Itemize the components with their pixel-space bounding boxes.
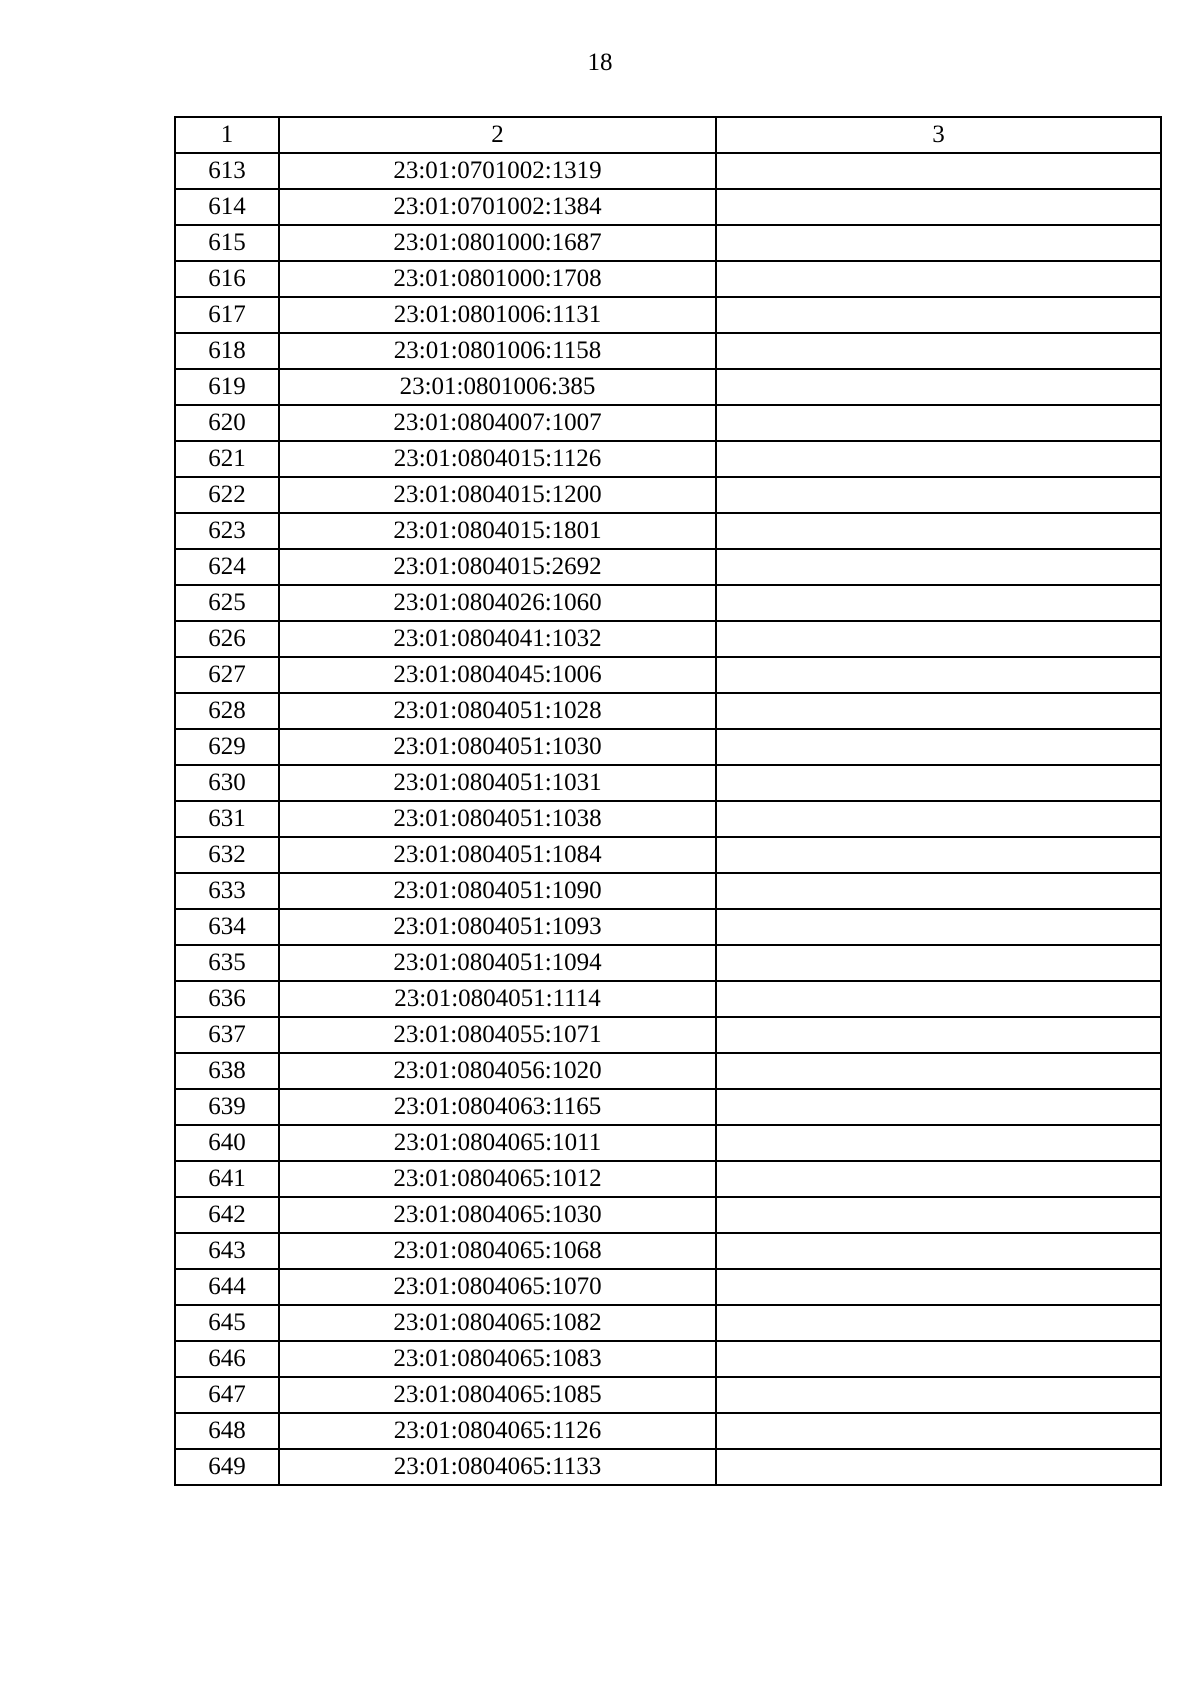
empty-cell (716, 513, 1161, 549)
table-row (175, 477, 1161, 513)
empty-cell (716, 1305, 1161, 1341)
empty-cell (716, 621, 1161, 657)
row-number-cell: 642 (175, 1197, 279, 1233)
cadastral-number-cell: 23:01:0804065:1030 (279, 1197, 716, 1233)
empty-cell (716, 1161, 1161, 1197)
empty-cell (716, 333, 1161, 369)
empty-cell (716, 801, 1161, 837)
row-number-cell: 634 (175, 909, 279, 945)
empty-cell (716, 1233, 1161, 1269)
cadastral-number-cell: 23:01:0804065:1070 (279, 1269, 716, 1305)
cadastral-number-cell: 23:01:0804065:1068 (279, 1233, 716, 1269)
empty-cell (716, 1413, 1161, 1449)
row-number-cell: 632 (175, 837, 279, 873)
empty-cell (716, 549, 1161, 585)
empty-cell (716, 189, 1161, 225)
row-number-cell: 622 (175, 477, 279, 513)
row-number-cell: 618 (175, 333, 279, 369)
cadastral-number-cell: 23:01:0801006:385 (279, 369, 716, 405)
table-row (175, 657, 1161, 693)
row-number-cell: 626 (175, 621, 279, 657)
empty-cell (716, 945, 1161, 981)
table-row (175, 693, 1161, 729)
page-number: 18 (587, 49, 613, 76)
table-row (175, 621, 1161, 657)
row-number-cell: 620 (175, 405, 279, 441)
row-number-cell: 648 (175, 1413, 279, 1449)
cadastral-number-cell: 23:01:0801006:1131 (279, 297, 716, 333)
table-row (175, 1269, 1161, 1305)
row-number-cell: 630 (175, 765, 279, 801)
row-number-cell: 625 (175, 585, 279, 621)
row-number-cell: 624 (175, 549, 279, 585)
cadastral-number-cell: 23:01:0804065:1012 (279, 1161, 716, 1197)
empty-cell (716, 765, 1161, 801)
empty-cell (716, 405, 1161, 441)
row-number-cell: 640 (175, 1125, 279, 1161)
table-row (175, 405, 1161, 441)
empty-cell (716, 297, 1161, 333)
empty-cell (716, 729, 1161, 765)
empty-cell (716, 1017, 1161, 1053)
empty-cell (716, 1197, 1161, 1233)
cadastral-number-cell: 23:01:0804051:1038 (279, 801, 716, 837)
row-number-cell: 636 (175, 981, 279, 1017)
cadastral-number-cell: 23:01:0804051:1090 (279, 873, 716, 909)
cadastral-number-cell: 23:01:0804051:1030 (279, 729, 716, 765)
table-row (175, 765, 1161, 801)
table-row (175, 1089, 1161, 1125)
table-row (175, 1161, 1161, 1197)
row-number-cell: 616 (175, 261, 279, 297)
table-row (175, 1197, 1161, 1233)
cadastral-number-cell: 23:01:0804041:1032 (279, 621, 716, 657)
row-number-cell: 637 (175, 1017, 279, 1053)
table-row (175, 1413, 1161, 1449)
table-row (175, 189, 1161, 225)
table-row (175, 1053, 1161, 1089)
empty-cell (716, 657, 1161, 693)
cadastral-number-cell: 23:01:0804055:1071 (279, 1017, 716, 1053)
row-number-cell: 621 (175, 441, 279, 477)
empty-cell (716, 909, 1161, 945)
row-number-cell: 643 (175, 1233, 279, 1269)
table-row (175, 1341, 1161, 1377)
cadastral-number-cell: 23:01:0804051:1084 (279, 837, 716, 873)
table-row (175, 333, 1161, 369)
empty-cell (716, 585, 1161, 621)
row-number-cell: 631 (175, 801, 279, 837)
table-row (175, 549, 1161, 585)
cadastral-number-cell: 23:01:0801000:1687 (279, 225, 716, 261)
row-number-cell: 638 (175, 1053, 279, 1089)
empty-cell (716, 1089, 1161, 1125)
table-row (175, 585, 1161, 621)
row-number-cell: 633 (175, 873, 279, 909)
row-number-cell: 635 (175, 945, 279, 981)
table-row (175, 153, 1161, 189)
table-row (175, 909, 1161, 945)
column-header-1: 1 (175, 117, 279, 153)
cadastral-number-cell: 23:01:0804056:1020 (279, 1053, 716, 1089)
cadastral-number-cell: 23:01:0804015:1126 (279, 441, 716, 477)
empty-cell (716, 837, 1161, 873)
table-row (175, 261, 1161, 297)
table-row (175, 1233, 1161, 1269)
table-row (175, 225, 1161, 261)
row-number-cell: 645 (175, 1305, 279, 1341)
table-row (175, 729, 1161, 765)
cadastral-number-cell: 23:01:0804065:1083 (279, 1341, 716, 1377)
row-number-cell: 646 (175, 1341, 279, 1377)
cadastral-number-cell: 23:01:0801006:1158 (279, 333, 716, 369)
cadastral-number-cell: 23:01:0804051:1031 (279, 765, 716, 801)
cadastral-number-cell: 23:01:0804065:1133 (279, 1449, 716, 1485)
empty-cell (716, 1377, 1161, 1413)
empty-cell (716, 1053, 1161, 1089)
table-row (175, 369, 1161, 405)
cadastral-number-cell: 23:01:0804051:1093 (279, 909, 716, 945)
column-header-2: 2 (279, 117, 716, 153)
row-number-cell: 639 (175, 1089, 279, 1125)
table-row (175, 837, 1161, 873)
row-number-cell: 627 (175, 657, 279, 693)
table-header-row (175, 117, 1161, 153)
empty-cell (716, 1341, 1161, 1377)
empty-cell (716, 693, 1161, 729)
cadastral-number-cell: 23:01:0804051:1114 (279, 981, 716, 1017)
table-row (175, 801, 1161, 837)
empty-cell (716, 873, 1161, 909)
row-number-cell: 613 (175, 153, 279, 189)
table-row (175, 1449, 1161, 1485)
cadastral-number-cell: 23:01:0804015:1200 (279, 477, 716, 513)
cadastral-number-cell: 23:01:0804065:1082 (279, 1305, 716, 1341)
table-row (175, 297, 1161, 333)
cadastral-number-cell: 23:01:0801000:1708 (279, 261, 716, 297)
row-number-cell: 619 (175, 369, 279, 405)
row-number-cell: 649 (175, 1449, 279, 1485)
empty-cell (716, 981, 1161, 1017)
cadastral-number-cell: 23:01:0804063:1165 (279, 1089, 716, 1125)
table-row (175, 513, 1161, 549)
empty-cell (716, 1449, 1161, 1485)
row-number-cell: 647 (175, 1377, 279, 1413)
table-row (175, 441, 1161, 477)
cadastral-number-cell: 23:01:0701002:1319 (279, 153, 716, 189)
table-row (175, 1305, 1161, 1341)
row-number-cell: 615 (175, 225, 279, 261)
empty-cell (716, 369, 1161, 405)
empty-cell (716, 1125, 1161, 1161)
table-row (175, 945, 1161, 981)
empty-cell (716, 153, 1161, 189)
empty-cell (716, 441, 1161, 477)
column-header-3: 3 (716, 117, 1161, 153)
empty-cell (716, 477, 1161, 513)
cadastral-number-cell: 23:01:0804015:2692 (279, 549, 716, 585)
cadastral-number-cell: 23:01:0804051:1028 (279, 693, 716, 729)
empty-cell (716, 225, 1161, 261)
row-number-cell: 617 (175, 297, 279, 333)
table-row (175, 873, 1161, 909)
table-row (175, 1377, 1161, 1413)
cadastral-number-table (174, 116, 1162, 1486)
row-number-cell: 629 (175, 729, 279, 765)
cadastral-number-cell: 23:01:0804065:1085 (279, 1377, 716, 1413)
empty-cell (716, 261, 1161, 297)
cadastral-number-cell: 23:01:0701002:1384 (279, 189, 716, 225)
empty-cell (716, 1269, 1161, 1305)
row-number-cell: 644 (175, 1269, 279, 1305)
row-number-cell: 641 (175, 1161, 279, 1197)
row-number-cell: 614 (175, 189, 279, 225)
cadastral-number-cell: 23:01:0804015:1801 (279, 513, 716, 549)
table-body (175, 153, 1161, 1485)
cadastral-number-cell: 23:01:0804026:1060 (279, 585, 716, 621)
table-row (175, 1017, 1161, 1053)
table-row (175, 981, 1161, 1017)
row-number-cell: 623 (175, 513, 279, 549)
row-number-cell: 628 (175, 693, 279, 729)
table-row (175, 1125, 1161, 1161)
cadastral-number-cell: 23:01:0804045:1006 (279, 657, 716, 693)
cadastral-number-cell: 23:01:0804065:1011 (279, 1125, 716, 1161)
cadastral-number-cell: 23:01:0804065:1126 (279, 1413, 716, 1449)
cadastral-number-cell: 23:01:0804051:1094 (279, 945, 716, 981)
cadastral-number-cell: 23:01:0804007:1007 (279, 405, 716, 441)
